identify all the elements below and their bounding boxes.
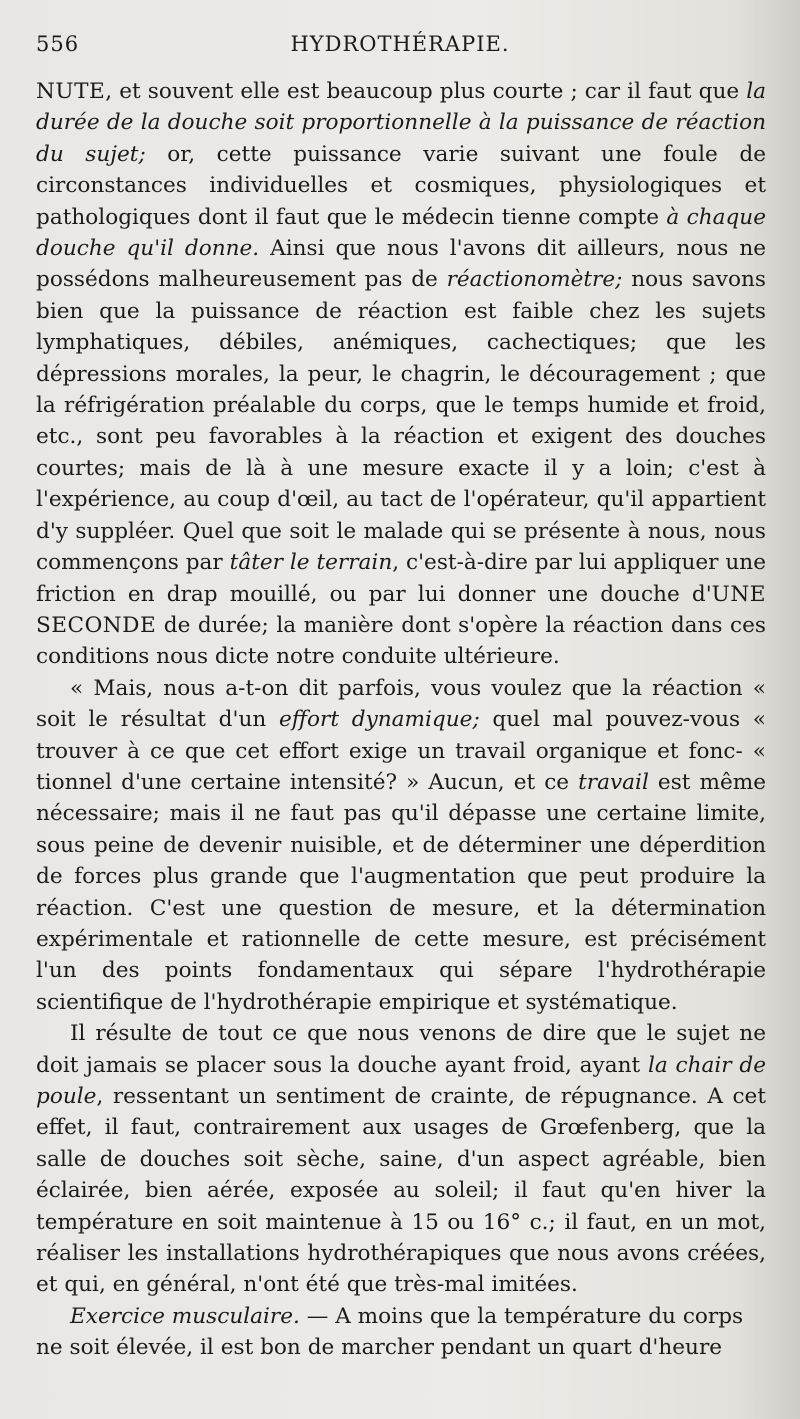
text-run: , ressentant un sentiment de crainte, de répugnance. A cet effet, il faut, contrairement aux usages de Grœfenberg, que la salle de douches soit sèche, saine, d'un aspect agréable, bien éclairée, bien aérée, exposée au soleil; il faut qu'en hiver la température en soit maintenue à 15 ou 16° c.; il faut, en un mot, réaliser les installations hydrothérapiques que nous avons créées, et qui, en général, n'ont été que très-mal imitées. [36,1084,766,1298]
italic-text: effort dynamique; [278,707,480,733]
italic-text: travail [578,769,649,795]
italic-text: réactionomètre; [446,267,623,293]
smallcaps-text: NUTE [36,79,106,104]
text-run: or, cette puissance varie suivant une foule de circonstances individuelles et cosmiques, physiologiques et pathologiques dont il faut que le médecin tienne compte [36,141,766,230]
text-run: « Mais, nous a-t-on dit parfois, vous voulez que la réaction « soit le résultat d'un [36,675,766,733]
italic-text: à chaque douche qu'il donne. [36,204,766,262]
text-run: Ainsi que nous l'avons dit ailleurs, nous ne possédons malheureusement pas de [36,236,767,293]
text-run: nous savons bien que la puissance de réaction est faible chez les sujets lymphatiques, débiles, anémiques, cachectiques; que les dépressions morales, la peur, le chagrin, le découragement ; que la réfrigération préalable du corps, que le temps humide et froid, etc., sont peu favorables à la réaction et exigent des douches courtes; mais de là à une mesure exacte il y a loin; c'est à l'expérience, au coup d'œil, au tact de l'opérateur, qu'il appartient d'y suppléer. Quel que soit le malade qui se présente à nous, nous commençons par [36,267,766,576]
italic-text: tâter le terrain [229,550,393,576]
paragraph [36,673,766,1018]
text-run: quel mal pouvez-vous « trouver à ce que cet effort exige un travail organique et fonc- « tionnel d'une certaine intensité? » Aucun, et ce [36,707,766,795]
text-run: , et souvent elle est beaucoup plus courte ; car il faut que [105,79,747,104]
page-header [36,30,764,62]
paragraph [36,1018,766,1301]
page-number: 556 [36,32,80,56]
text-run: est même nécessaire; mais il ne faut pas qu'il dépasse une certaine limite, sous peine de devenir nuisible, et de déterminer une déperdition de forces plus grande que l'augmentation que peut produire la réaction. C'est une question de mesure, et la détermination expérimentale et rationnelle de cette mesure, est précisément l'un des points fondamentaux qui sépare l'hydrothérapie scientifique de l'hydrothérapie empirique et systématique. [36,769,767,1015]
page-body [36,76,766,1364]
paragraph [36,1301,766,1364]
text-run: , c'est-à-dire par lui appliquer une friction en drap mouillé, ou par lui donner une douche d' [36,550,766,607]
text-run: de durée; la manière dont s'opère la réaction dans ces conditions nous dicte notre conduite ultérieure. [36,612,766,670]
italic-text: Exercice musculaire. [70,1303,300,1329]
italic-text: la chair de poule [36,1052,767,1109]
running-title: HYDROTHÉRAPIE. [290,32,510,56]
italic-text: la durée de la douche soit proportionnelle à la puissance de réaction du sujet; [36,79,766,167]
text-run: Il résulte de tout ce que nous venons de dire que le sujet ne doit jamais se placer sous la douche ayant froid, ayant [36,1021,766,1078]
paragraph [36,76,766,673]
text-run: — A moins que la température du corps ne soit élevée, il est bon de marcher pendant un quart d'heure [36,1303,744,1361]
smallcaps-text: UNE SECONDE [36,581,766,638]
